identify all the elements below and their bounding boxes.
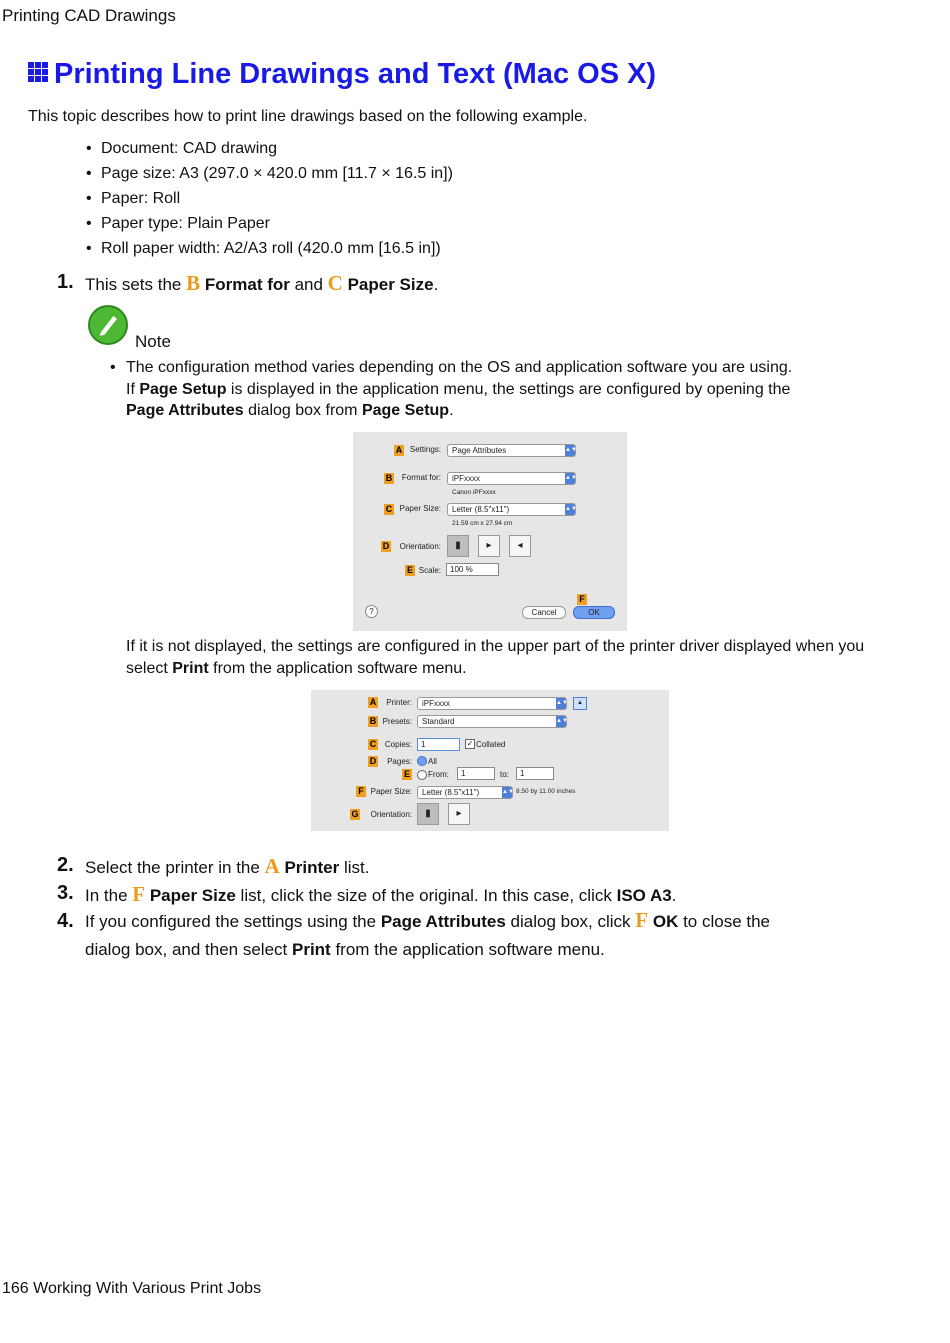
callout-b: B — [385, 473, 393, 483]
note-line: If Page Setup is displayed in the application menu, the settings are configured by opening the — [126, 380, 791, 398]
orientation-label: Orientation: — [399, 542, 441, 551]
callout-d: D — [382, 541, 390, 551]
list-item: • Document: CAD drawing — [86, 136, 453, 161]
collated-checkbox[interactable]: ✓ — [466, 739, 474, 748]
printer-label: Printer: — [386, 698, 412, 707]
print-dialog — [311, 690, 669, 831]
callout-letter: A — [264, 854, 280, 878]
callout-letter: C — [327, 271, 343, 295]
callout-letter: B — [186, 271, 201, 295]
callout-letter: F — [635, 908, 649, 932]
step-text: This sets the — [85, 275, 187, 294]
to-label: to: — [500, 770, 509, 779]
printer-popup[interactable]: iPFxxxx ▲▼ — [417, 697, 567, 710]
list-item: • Paper type: Plain Paper — [86, 211, 453, 236]
landscape-orientation-button[interactable]: ▸ — [478, 535, 500, 557]
format-for-label: Format for: — [401, 473, 441, 482]
step-1 — [57, 271, 438, 296]
presets-label: Presets: — [382, 717, 412, 726]
page-setup-dialog — [353, 432, 627, 631]
step-3: 3. In the F Paper Size list, click the size of the original. In this case, click ISO A3. — [57, 882, 677, 906]
step-number: 1. — [57, 271, 74, 293]
print-dialog-paragraph: If it is not displayed, the settings are configured in the upper part of the printer driver displayed when you select Print from the application software menu. — [126, 638, 865, 677]
callout-b: B — [369, 716, 377, 726]
paper-size-label: Paper Size: — [399, 504, 441, 513]
list-item: • Page size: A3 (297.0 × 420.0 mm [11.7 × 16.5 in]) — [86, 161, 453, 186]
popup-arrow-icon: ▲▼ — [565, 504, 575, 515]
from-label: From: — [428, 770, 449, 779]
callout-c: C — [385, 504, 393, 514]
orientation-label: Orientation: — [370, 810, 412, 819]
callout-e: E — [403, 769, 410, 779]
step-bold: Paper Size — [347, 275, 434, 294]
paper-size-popup[interactable]: Letter (8.5"x11") ▲▼ — [417, 786, 513, 799]
callout-f: F — [577, 594, 587, 605]
intro-text: This topic describes how to print line drawings based on the following example. — [28, 108, 588, 125]
callout-a: A — [395, 445, 403, 455]
portrait-orientation-button[interactable]: ▮ — [447, 535, 469, 557]
help-icon[interactable]: ? — [365, 605, 378, 618]
to-input[interactable]: 1 — [516, 767, 554, 780]
collated-label: Collated — [476, 740, 506, 749]
pages-label: Pages: — [387, 757, 412, 766]
paper-size-popup[interactable]: Letter (8.5"x11") ▲▼ — [447, 503, 576, 516]
topic-grid-icon — [28, 62, 48, 82]
paper-size-sub: 21.59 cm x 27.94 cm — [452, 520, 513, 527]
paper-dimensions: 8.50 by 11.00 inches — [516, 788, 576, 795]
callout-letter: F — [132, 882, 146, 906]
paper-size-label: Paper Size: — [370, 787, 412, 796]
step-text: . — [433, 275, 439, 294]
from-input[interactable]: 1 — [457, 767, 495, 780]
step-number: 3. — [57, 882, 74, 904]
landscape-orientation-button[interactable]: ▸ — [448, 803, 470, 825]
settings-popup[interactable]: Page Attributes ▲▼ — [447, 444, 576, 457]
note-label: Note — [135, 332, 171, 351]
page-title — [28, 58, 656, 91]
portrait-orientation-button[interactable]: ▮ — [417, 803, 439, 825]
cancel-button[interactable]: Cancel — [522, 606, 566, 619]
callout-c: C — [369, 739, 377, 749]
step-bold: Format for — [204, 275, 290, 294]
reverse-landscape-orientation-button[interactable]: ◂ — [509, 535, 531, 557]
ok-button[interactable]: OK — [573, 606, 615, 619]
step-4: 4. If you configured the settings using the Page Attributes dialog box, click F OK to close the dialog box, and then select Print from the application software menu. — [57, 910, 877, 964]
note-line: Page Attributes dialog box from Page Setup. — [126, 402, 454, 419]
step-text: and — [289, 275, 328, 294]
popup-arrow-icon: ▲▼ — [502, 787, 512, 798]
running-header: Printing CAD Drawings — [2, 6, 176, 25]
callout-d: D — [369, 756, 377, 766]
pages-from-radio[interactable] — [417, 770, 427, 780]
disclosure-button[interactable]: ▲ — [573, 697, 587, 710]
note-line: The configuration method varies depending on the OS and application software you are using. — [126, 359, 793, 376]
pages-all-label: All — [428, 757, 437, 766]
settings-label: Settings: — [409, 445, 441, 454]
presets-popup[interactable]: Standard ▲▼ — [417, 715, 567, 728]
step-2: 2. Select the printer in the A Printer list. — [57, 854, 370, 878]
scale-label: Scale: — [418, 566, 441, 575]
step-number: 4. — [57, 910, 74, 932]
format-for-sub: Canon iPFxxxx — [452, 489, 496, 496]
example-list — [86, 136, 453, 261]
note-pencil-icon — [88, 305, 128, 345]
list-item: • Paper: Roll — [86, 186, 453, 211]
scale-input[interactable]: 100 % — [446, 563, 499, 576]
popup-arrow-icon: ▲▼ — [565, 445, 575, 456]
callout-f: F — [356, 786, 366, 797]
callout-g: G — [351, 809, 359, 819]
page-footer: 166 Working With Various Print Jobs — [2, 1280, 262, 1297]
copies-label: Copies: — [384, 740, 412, 749]
copies-input[interactable]: 1 — [417, 738, 460, 751]
step-number: 2. — [57, 854, 74, 876]
list-item: • Roll paper width: A2/A3 roll (420.0 mm [16.5 in]) — [86, 236, 453, 261]
format-for-popup[interactable]: iPFxxxx ▲▼ — [447, 472, 576, 485]
popup-arrow-icon: ▲▼ — [556, 698, 566, 709]
page-title-text: Printing Line Drawings and Text (Mac OS X) — [54, 58, 657, 90]
callout-e: E — [406, 565, 413, 575]
note-body: • The configuration method varies depending on the OS and application software you are using. If Page Setup is displayed in the application menu, the settings are configured by opening the Page Attributes dialog box from Page Setup. — [110, 357, 850, 422]
popup-arrow-icon: ▲▼ — [565, 473, 575, 484]
pages-all-radio[interactable] — [417, 756, 427, 766]
popup-arrow-icon: ▲▼ — [556, 716, 566, 727]
callout-a: A — [369, 697, 377, 707]
